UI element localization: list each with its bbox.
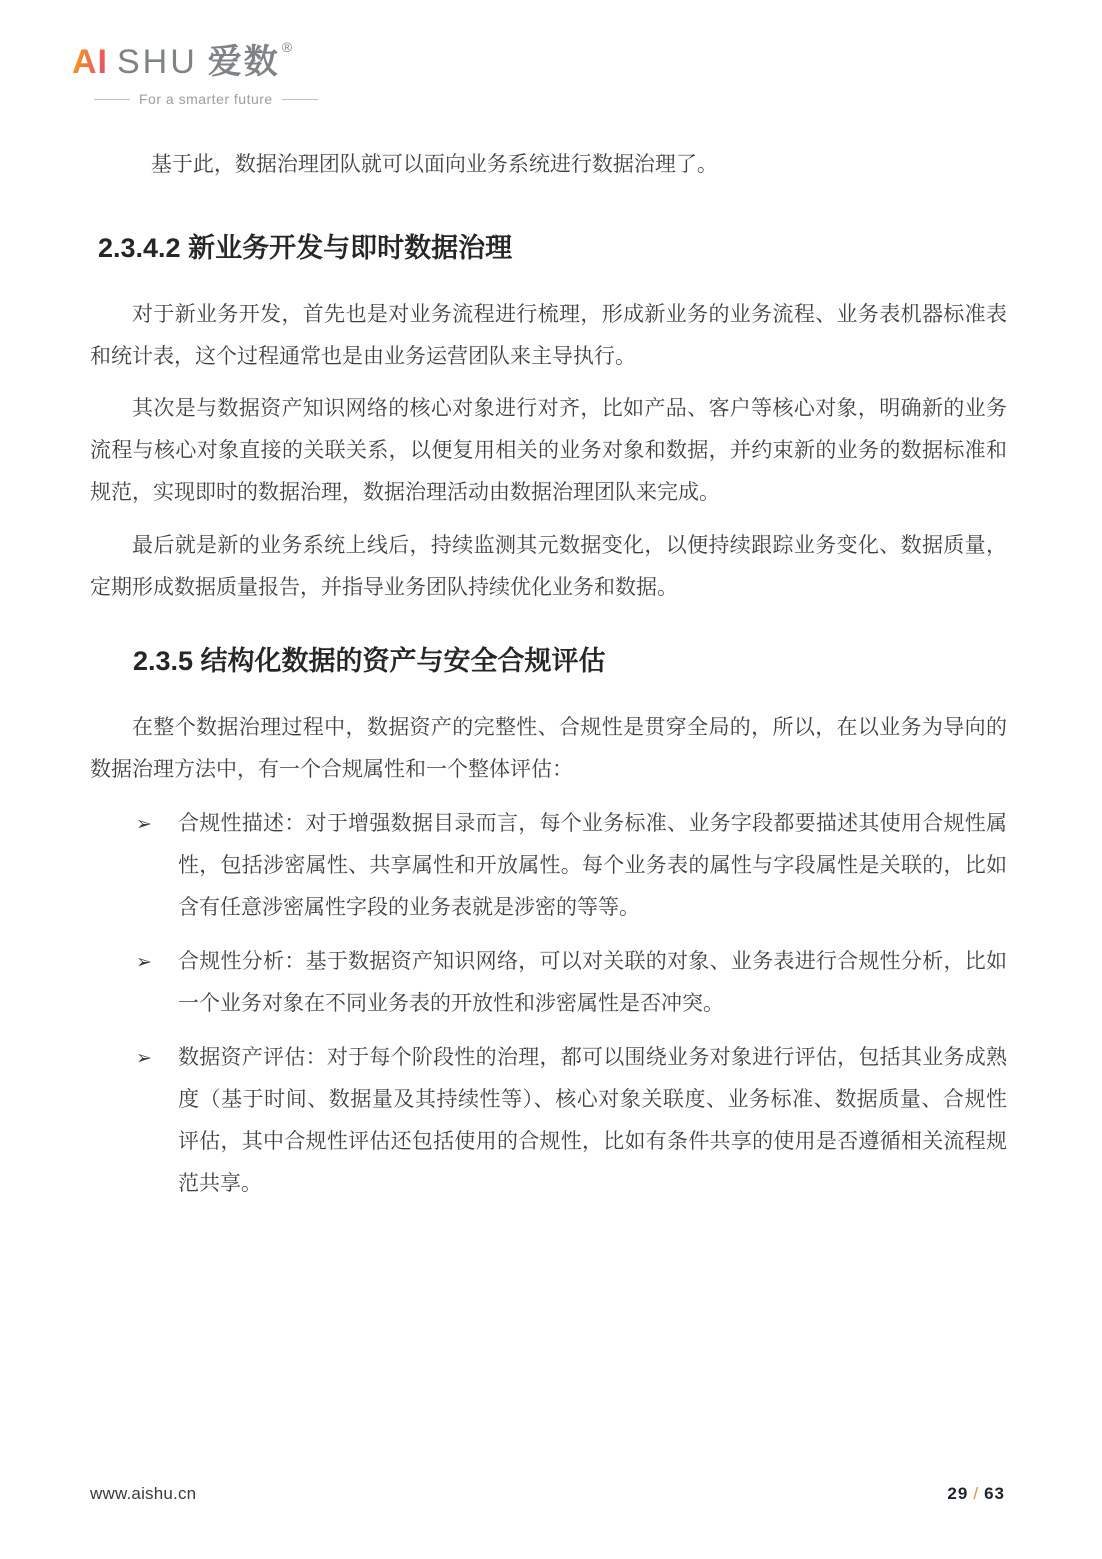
page-footer bbox=[90, 1484, 1005, 1504]
bullet-list bbox=[90, 803, 1007, 1205]
paragraph: 对于新业务开发，首先也是对业务流程进行梳理，形成新业务的业务流程、业务表机器标准表和统计表，这个过程通常也是由业务运营团队来主导执行。 bbox=[90, 303, 1007, 368]
list-item bbox=[90, 1037, 1007, 1205]
section-heading-235: 2.3.5 结构化数据的资产与安全合规评估 bbox=[133, 646, 606, 676]
paragraph: 最后就是新的业务系统上线后，持续监测其元数据变化，以便持续跟踪业务变化、数据质量，定期形成数据质量报告，并指导业务团队持续优化业务和数据。 bbox=[90, 534, 1007, 599]
paragraph: 其次是与数据资产知识网络的核心对象进行对齐，比如产品、客户等核心对象，明确新的业务流程与核心对象直接的关联关系，以便复用相关的业务对象和数据，并约束新的业务的数据标准和规范，实现即时的数据治理，数据治理活动由数据治理团队来完成。 bbox=[90, 397, 1007, 504]
arrow-bullet-icon: ➢ bbox=[136, 1048, 152, 1069]
list-item-text: 合规性分析：基于数据资产知识网络，可以对关联的对象、业务表进行合规性分析，比如一个业务对象在不同业务表的开放性和涉密属性是否冲突。 bbox=[178, 950, 1007, 1015]
intro-paragraph: 基于此，数据治理团队就可以面向业务系统进行数据治理了。 bbox=[150, 153, 718, 176]
arrow-bullet-icon: ➢ bbox=[136, 814, 152, 835]
registered-trademark-icon: ® bbox=[281, 39, 293, 55]
logo-shu-text: SHU bbox=[117, 43, 198, 81]
page-number bbox=[947, 1484, 1005, 1504]
page-total: 63 bbox=[984, 1484, 1005, 1503]
tagline-text: For a smarter future bbox=[139, 91, 273, 108]
document-body bbox=[90, 0, 1007, 1217]
list-item bbox=[90, 941, 1007, 1025]
website-link[interactable]: www.aishu.cn bbox=[90, 1484, 197, 1503]
page-current: 29 bbox=[947, 1484, 969, 1503]
list-item bbox=[90, 803, 1007, 929]
arrow-bullet-icon: ➢ bbox=[136, 952, 152, 973]
paragraph: 在整个数据治理过程中，数据资产的完整性、合规性是贯穿全局的，所以，在以业务为导向的数据治理方法中，有一个合规属性和一个整体评估： bbox=[90, 716, 1007, 781]
logo-cn-text: 爱数 bbox=[207, 43, 280, 81]
section-heading-2342: 2.3.4.2 新业务开发与即时数据治理 bbox=[98, 233, 513, 263]
list-item-text: 数据资产评估：对于每个阶段性的治理，都可以围绕业务对象进行评估，包括其业务成熟度（基于时间、数据量及其持续性等）、核心对象关联度、业务标准、数据质量、合规性评估，其中合规性评估还包括使用的合规性，比如有条件共享的使用是否遵循相关流程规范共享。 bbox=[178, 1046, 1007, 1195]
logo-ai-text: AI bbox=[72, 43, 108, 81]
page-separator: / bbox=[973, 1484, 980, 1503]
list-item-text: 合规性描述：对于增强数据目录而言，每个业务标准、业务字段都要描述其使用合规性属性，包括涉密属性、共享属性和开放属性。每个业务表的属性与字段属性是关联的，比如含有任意涉密属性字段的业务表就是涉密的等等。 bbox=[178, 812, 1007, 919]
